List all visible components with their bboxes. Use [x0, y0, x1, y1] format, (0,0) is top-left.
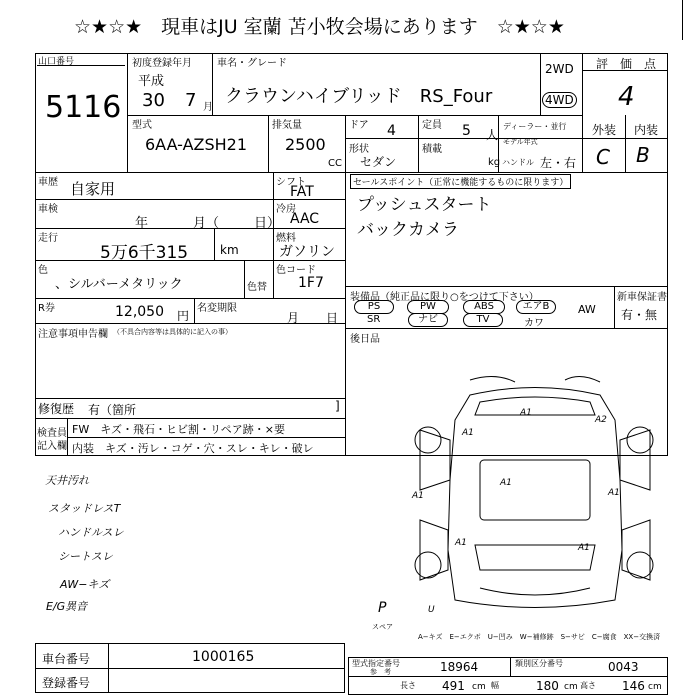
spare-label: スペア	[372, 623, 393, 631]
height-label: 高さ	[580, 681, 596, 690]
history-label: 車歴	[38, 177, 58, 188]
model-code-right	[268, 115, 269, 172]
note-4: シートスレ	[58, 550, 113, 563]
mark-a1-rear: A1	[455, 538, 467, 548]
mid-column-line	[345, 172, 346, 456]
header-right-border	[682, 0, 683, 40]
chassis-value: 1000165	[192, 649, 255, 665]
warranty-label: 新車保証書	[617, 292, 667, 303]
doors-right	[418, 115, 419, 172]
width-unit: cm	[564, 682, 578, 692]
mark-a1-rearright: A1	[578, 543, 590, 553]
inspection-year: 年	[135, 216, 149, 231]
name-change-label: 名変期限	[197, 303, 237, 314]
type-value: 18964	[440, 660, 479, 674]
color-label: 色	[38, 265, 48, 276]
handle-value: 左・右	[540, 156, 577, 170]
equip-aw: AW	[578, 303, 596, 316]
height-unit: cm	[648, 682, 662, 692]
inspection-line	[35, 228, 273, 229]
color-change-right	[273, 172, 274, 298]
fuel-label: 燃料	[276, 233, 296, 244]
chassis-label: 車台番号	[42, 652, 91, 666]
color-code: 1F7	[298, 275, 324, 291]
equip-ps: PS	[354, 300, 394, 314]
history-value: 自家用	[70, 180, 116, 198]
drive-left	[540, 53, 541, 115]
registration-label: 登録番号	[42, 676, 91, 690]
recycle-label: R券	[38, 303, 55, 314]
width-value: 180	[536, 679, 559, 693]
class-label: 類別区分番号	[515, 659, 563, 668]
grade-exterior: C	[596, 145, 610, 169]
history-line	[35, 199, 273, 200]
note-2: スタッドレスT	[48, 502, 121, 515]
name-change-month: 月	[287, 311, 300, 325]
repair-label: 修復歴	[38, 402, 75, 416]
dealer-model-year: モデル年式	[503, 138, 538, 146]
equip-navi: ナビ	[408, 313, 448, 327]
width-label: 幅	[491, 681, 499, 690]
recycle-unit: 円	[177, 309, 190, 323]
equip-airbag: エアB	[516, 300, 556, 314]
color-code-label: 色コード	[276, 265, 316, 276]
mark-a2-right: A2	[595, 415, 607, 425]
spec-mid	[348, 676, 668, 677]
note-3: ハンドルスレ	[58, 526, 124, 539]
name-change-day: 日	[326, 311, 339, 325]
equip-pw: PW	[407, 300, 449, 314]
equip-leather: カワ	[524, 318, 544, 329]
sales-point-label: セールスポイント（正常に機能するものに限ります）	[350, 174, 571, 189]
grade-sub-line	[582, 138, 668, 139]
dealer-label: ディーラー・並行	[503, 122, 567, 131]
mileage-unit: km	[220, 243, 239, 257]
damage-legend: A−キズ E−エクボ U−凹み W−補修跡 S−サビ C−腐食 XX−交換済	[418, 633, 661, 641]
spec-split-1	[510, 657, 511, 676]
shape-value: セダン	[360, 155, 397, 169]
spare-tire-icon: P	[378, 600, 387, 616]
color-change-left	[244, 260, 245, 298]
inspector-top	[35, 418, 345, 419]
equip-abs: ABS	[463, 300, 505, 314]
grade-exterior-label: 外装	[592, 123, 617, 137]
mark-a1-roof: A1	[500, 478, 512, 488]
displacement-value: 2500	[285, 135, 326, 154]
equipment-bottom	[345, 328, 668, 329]
inspector-label-1: 検査員	[37, 428, 67, 439]
repair-close: ]	[335, 399, 340, 413]
model-name-value: クラウンハイブリッド RS_Four	[225, 86, 493, 107]
mark-a1-left: A1	[462, 428, 474, 438]
equipment-top	[345, 286, 668, 287]
shape-label: 形状	[349, 144, 369, 155]
header-title: ☆★☆★ 現車はJU 室蘭 苫小牧会場にあります ☆★☆★	[74, 16, 565, 38]
first-reg-year: 30	[142, 90, 165, 111]
grade-split	[625, 115, 626, 172]
model-code-label: 型式	[132, 120, 152, 131]
sales-point-line-2: バックカメラ	[357, 220, 459, 240]
chassis-split	[108, 643, 109, 693]
warranty-value: 有・無	[621, 308, 658, 322]
type-ref: 参 考	[370, 668, 391, 676]
drive-4wd: 4WD	[542, 92, 577, 108]
shape-row-line	[345, 138, 582, 139]
chassis-mid	[35, 668, 345, 669]
equip-sr: SR	[367, 314, 381, 325]
inspection-month: 月（	[193, 216, 220, 231]
handle-label: ハンドル	[502, 158, 534, 167]
color-value: 、シルバーメタリック	[55, 277, 183, 292]
first-reg-label: 初度登録年月	[132, 58, 192, 69]
doors-label: ドア	[349, 120, 369, 131]
notes-sub: （不具合内容等は具体的に記入の事）	[113, 328, 232, 336]
fuel-value: ガソリン	[279, 244, 335, 260]
repair-value: 有（箇所	[88, 403, 137, 417]
note-6: E/G異音	[46, 600, 88, 613]
grade-label-underline	[582, 70, 668, 71]
inspector-mid	[67, 437, 345, 438]
load-unit: kg	[488, 157, 501, 168]
mark-a1-front: A1	[520, 408, 532, 418]
displacement-unit: CC	[328, 158, 342, 169]
grade-score: 4	[618, 82, 635, 112]
displacement-right	[345, 115, 346, 172]
doors-value: 4	[387, 123, 396, 139]
note-1: 天井汚れ	[45, 474, 89, 487]
note-5: AW−キズ	[60, 578, 110, 591]
mark-a1-sideright: A1	[608, 488, 620, 498]
mark-u-wheel: U	[428, 605, 435, 615]
inspector-row-1: FW キズ・飛石・ヒビ割・リペア跡・×要	[72, 423, 285, 436]
aircon-value: AAC	[290, 211, 320, 227]
grade-interior: B	[636, 143, 650, 167]
recycle-line	[35, 323, 345, 324]
recycle-value: 12,050	[115, 304, 164, 320]
drive-2wd: 2WD	[545, 62, 574, 76]
color-change-label: 色替	[247, 282, 267, 293]
mileage-value: 5万6千315	[100, 243, 189, 263]
inspection-day: 日）	[254, 216, 281, 231]
equip-tv: TV	[463, 313, 503, 327]
load-label: 積載	[422, 144, 442, 155]
capacity-label: 定員	[422, 120, 442, 131]
lot-number: 5116	[45, 90, 122, 125]
class-value: 0043	[608, 660, 639, 674]
inspector-label-2: 記入欄	[37, 441, 67, 452]
notes-label: 注意事項申告欄	[38, 329, 108, 340]
capacity-unit: 人	[486, 128, 499, 142]
lot-box-right	[127, 53, 128, 172]
model-name-label: 車名・グレード	[217, 58, 287, 69]
after-sale-label: 後日品	[350, 334, 380, 345]
mark-a1-sideleft: A1	[412, 491, 424, 501]
capacity-value: 5	[462, 123, 471, 139]
first-reg-right	[212, 53, 213, 115]
inspector-row-2: 内装 キズ・汚レ・コゲ・穴・スレ・キレ・破レ	[72, 442, 314, 455]
first-reg-era: 平成	[138, 74, 165, 89]
type-label: 型式指定番号	[352, 659, 400, 668]
inspection-label: 車検	[38, 204, 58, 215]
first-reg-month-unit: 月	[203, 102, 213, 113]
venue-label: 山口番号	[38, 57, 75, 67]
row2-bottom	[35, 172, 668, 173]
length-label: 長さ	[400, 681, 416, 690]
first-reg-month: 7	[185, 90, 197, 111]
model-code-value: 6AA-AZSH21	[145, 135, 248, 154]
car-damage-diagram	[400, 370, 670, 630]
equipment-label: 装備品（純正品に限り○をつけて下さい）	[350, 292, 539, 303]
height-value: 146	[622, 679, 645, 693]
venue-underline	[37, 65, 125, 66]
length-unit: cm	[472, 682, 486, 692]
shift-value: FAT	[290, 184, 314, 200]
mileage-label: 走行	[38, 233, 58, 244]
grade-label: 評 価 点	[596, 57, 657, 71]
shift-label: シフト	[276, 177, 306, 188]
sales-point-line-1: プッシュスタート	[357, 195, 492, 215]
mileage-unit-left	[214, 228, 215, 260]
aircon-label: 冷房	[276, 204, 296, 215]
grade-interior-label: 内装	[634, 123, 659, 137]
warranty-left	[614, 286, 615, 328]
repair-line	[35, 398, 345, 399]
color-line	[35, 298, 345, 299]
displacement-label: 排気量	[272, 120, 302, 131]
length-value: 491	[442, 679, 465, 693]
recycle-right	[194, 298, 195, 323]
